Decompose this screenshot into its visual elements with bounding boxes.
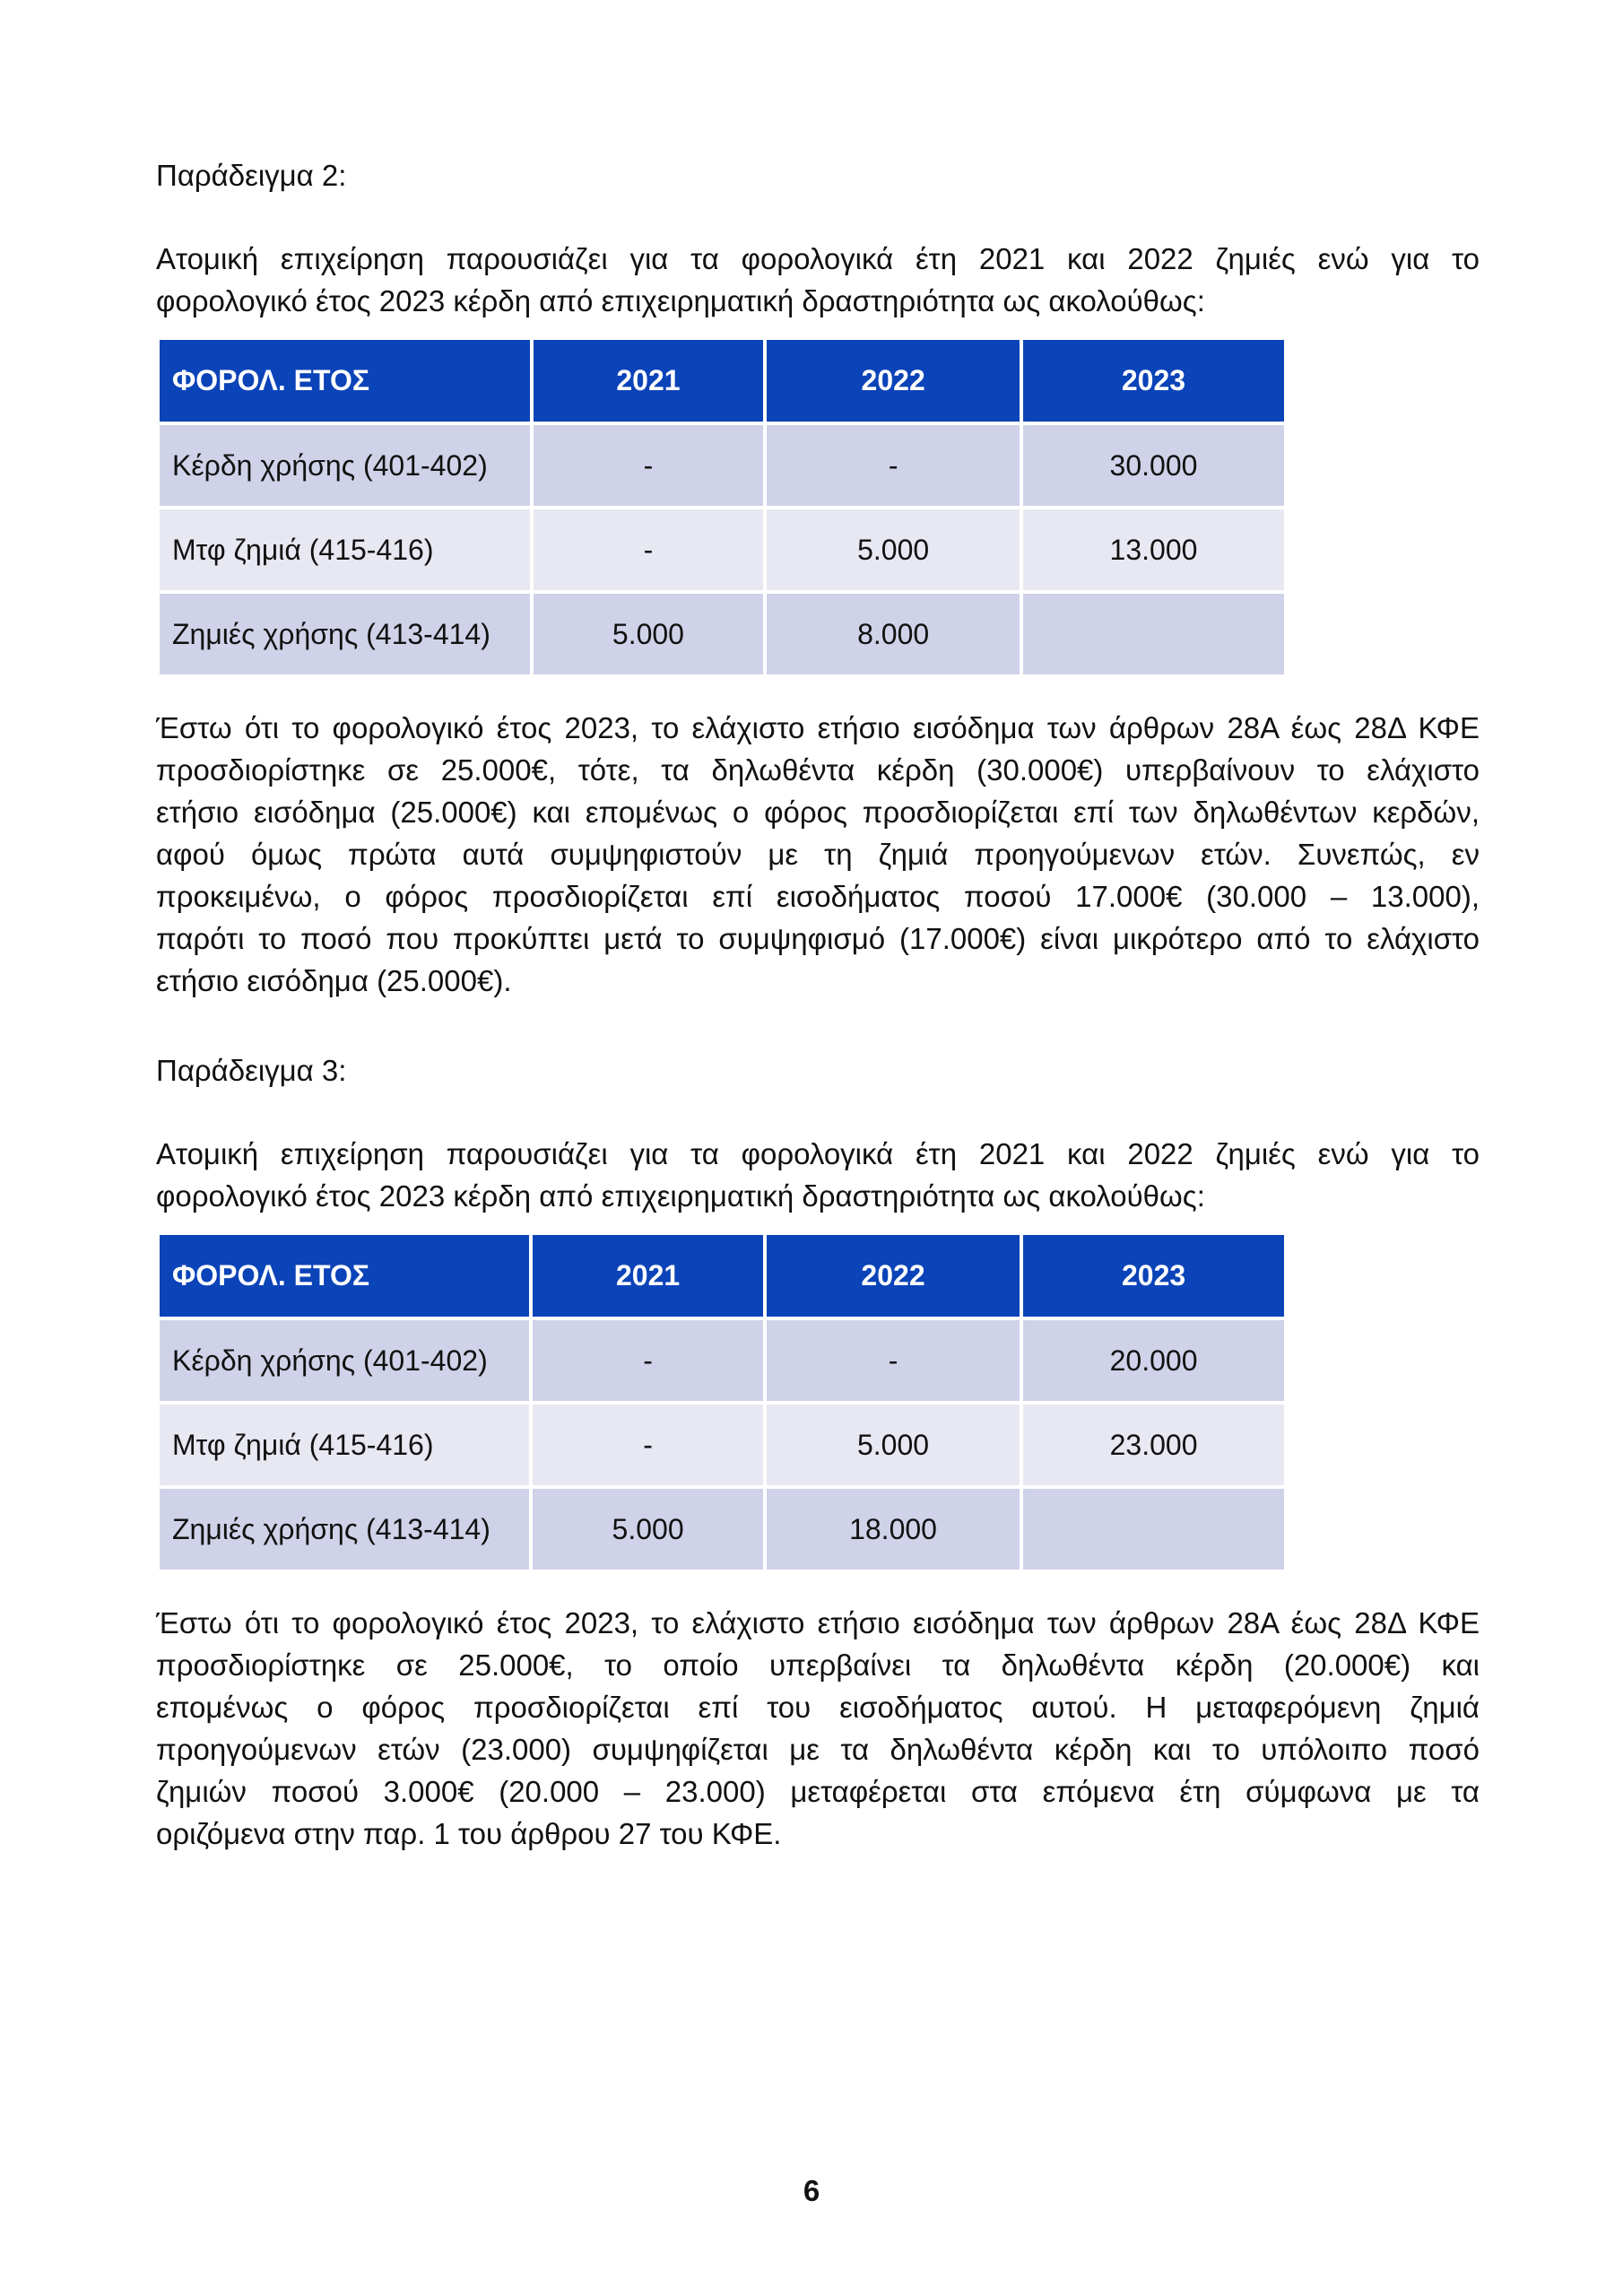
- example3-paragraph: [156, 1602, 1480, 1855]
- example2-heading: Παράδειγμα 2:: [156, 159, 347, 192]
- example2-paragraph-line: ετήσιο εισόδημα (25.000€) και επομένως ο φόρος προσδιορίζεται επί των δηλωθέντων κερδών,: [156, 796, 1480, 829]
- table-cell: 30.000: [1023, 425, 1284, 506]
- table-row: [160, 509, 1284, 590]
- table-cell: -: [533, 1405, 763, 1485]
- table-cell: -: [534, 509, 764, 590]
- table-cell: [1023, 594, 1284, 674]
- example3-paragraph-line: επομένως ο φόρος προσδιορίζεται επί του εισοδήματος αυτού. Η μεταφερόμενη ζημιά: [156, 1691, 1480, 1724]
- table-cell: 13.000: [1023, 509, 1284, 590]
- example2-paragraph-line: προσδιορίστηκε σε 25.000€, τότε, τα δηλωθέντα κέρδη (30.000€) υπερβαίνουν το ελάχιστο: [156, 753, 1480, 787]
- example3-heading: Παράδειγμα 3:: [156, 1054, 347, 1087]
- example3-intro-line: Ατομική επιχείρηση παρουσιάζει για τα φορολογικά έτη 2021 και 2022 ζημιές ενώ για το: [156, 1137, 1480, 1170]
- table-cell: 5.000: [767, 509, 1020, 590]
- example3-paragraph-line: προηγούμενων ετών (23.000) συμψηφίζεται με τα δηλωθέντα κέρδη και το υπόλοιπο ποσό: [156, 1733, 1480, 1766]
- table-cell: 18.000: [767, 1489, 1020, 1570]
- page-number: 6: [803, 2174, 820, 2207]
- table-header-cell: 2021: [534, 340, 764, 422]
- table-cell: -: [767, 425, 1020, 506]
- table-cell: Κέρδη χρήσης (401-402): [160, 1320, 529, 1401]
- example2-paragraph-line: Έστω ότι το φορολογικό έτος 2023, το ελάχιστο ετήσιο εισόδημα των άρθρων 28Α έως 28Δ ΚΦΕ: [156, 711, 1480, 744]
- table-header-row: [160, 1235, 1284, 1317]
- table-row: [160, 1405, 1284, 1485]
- table-row: [160, 594, 1284, 674]
- example2-table: [156, 336, 1288, 678]
- example3-intro: [156, 1133, 1480, 1217]
- example3-table: [156, 1231, 1288, 1573]
- example2-paragraph-line: προκειμένω, ο φόρος προσδιορίζεται επί εισοδήματος ποσού 17.000€ (30.000 – 13.000),: [156, 880, 1480, 913]
- table-row: [160, 1320, 1284, 1401]
- table-cell: -: [534, 425, 764, 506]
- table-header-cell: ΦΟΡΟΛ. ΕΤΟΣ: [160, 1235, 529, 1317]
- example2-intro: [156, 238, 1480, 322]
- table-cell: 8.000: [767, 594, 1020, 674]
- table-row: [160, 425, 1284, 506]
- example2-paragraph: [156, 707, 1480, 1002]
- table-header-cell: 2023: [1023, 340, 1284, 422]
- table-cell: Μτφ ζημιά (415-416): [160, 509, 530, 590]
- table-cell: [1023, 1489, 1284, 1570]
- table-header-cell: 2022: [767, 340, 1020, 422]
- example2-paragraph-line: παρότι το ποσό που προκύπτει μετά το συμψηφισμό (17.000€) είναι μικρότερο από το ελάχιστο: [156, 922, 1480, 955]
- example2-paragraph-line: ετήσιο εισόδημα (25.000€).: [156, 964, 512, 997]
- table-cell: -: [767, 1320, 1020, 1401]
- table-cell: 5.000: [767, 1405, 1020, 1485]
- example2-intro-line: φορολογικό έτος 2023 κέρδη από επιχειρηματική δραστηριότητα ως ακολούθως:: [156, 284, 1205, 317]
- table-header-cell: 2023: [1023, 1235, 1284, 1317]
- table-cell: 5.000: [533, 1489, 763, 1570]
- example3-paragraph-line: οριζόμενα στην παρ. 1 του άρθρου 27 του ΚΦΕ.: [156, 1817, 782, 1850]
- table-header-row: [160, 340, 1284, 422]
- table-cell: Ζημιές χρήσης (413-414): [160, 1489, 529, 1570]
- table-header-cell: ΦΟΡΟΛ. ΕΤΟΣ: [160, 340, 530, 422]
- example3-paragraph-line: Έστω ότι το φορολογικό έτος 2023, το ελάχιστο ετήσιο εισόδημα των άρθρων 28Α έως 28Δ ΚΦΕ: [156, 1606, 1480, 1639]
- example2-paragraph-line: αφού όμως πρώτα αυτά συμψηφιστούν με τη ζημιά προηγούμενων ετών. Συνεπώς, εν: [156, 838, 1480, 871]
- table-cell: 23.000: [1023, 1405, 1284, 1485]
- table-cell: -: [533, 1320, 763, 1401]
- table-header-cell: 2021: [533, 1235, 763, 1317]
- table-cell: 5.000: [534, 594, 764, 674]
- table-cell: Ζημιές χρήσης (413-414): [160, 594, 530, 674]
- table-cell: 20.000: [1023, 1320, 1284, 1401]
- table-row: [160, 1489, 1284, 1570]
- table-cell: Κέρδη χρήσης (401-402): [160, 425, 530, 506]
- example3-paragraph-line: προσδιορίστηκε σε 25.000€, το οποίο υπερβαίνει τα δηλωθέντα κέρδη (20.000€) και: [156, 1648, 1480, 1682]
- example3-intro-line: φορολογικό έτος 2023 κέρδη από επιχειρηματική δραστηριότητα ως ακολούθως:: [156, 1179, 1205, 1213]
- example3-paragraph-line: ζημιών ποσού 3.000€ (20.000 – 23.000) μεταφέρεται στα επόμενα έτη σύμφωνα με τα: [156, 1775, 1480, 1808]
- example2-intro-line: Ατομική επιχείρηση παρουσιάζει για τα φορολογικά έτη 2021 και 2022 ζημιές ενώ για το: [156, 242, 1480, 275]
- table-cell: Μτφ ζημιά (415-416): [160, 1405, 529, 1485]
- table-header-cell: 2022: [767, 1235, 1020, 1317]
